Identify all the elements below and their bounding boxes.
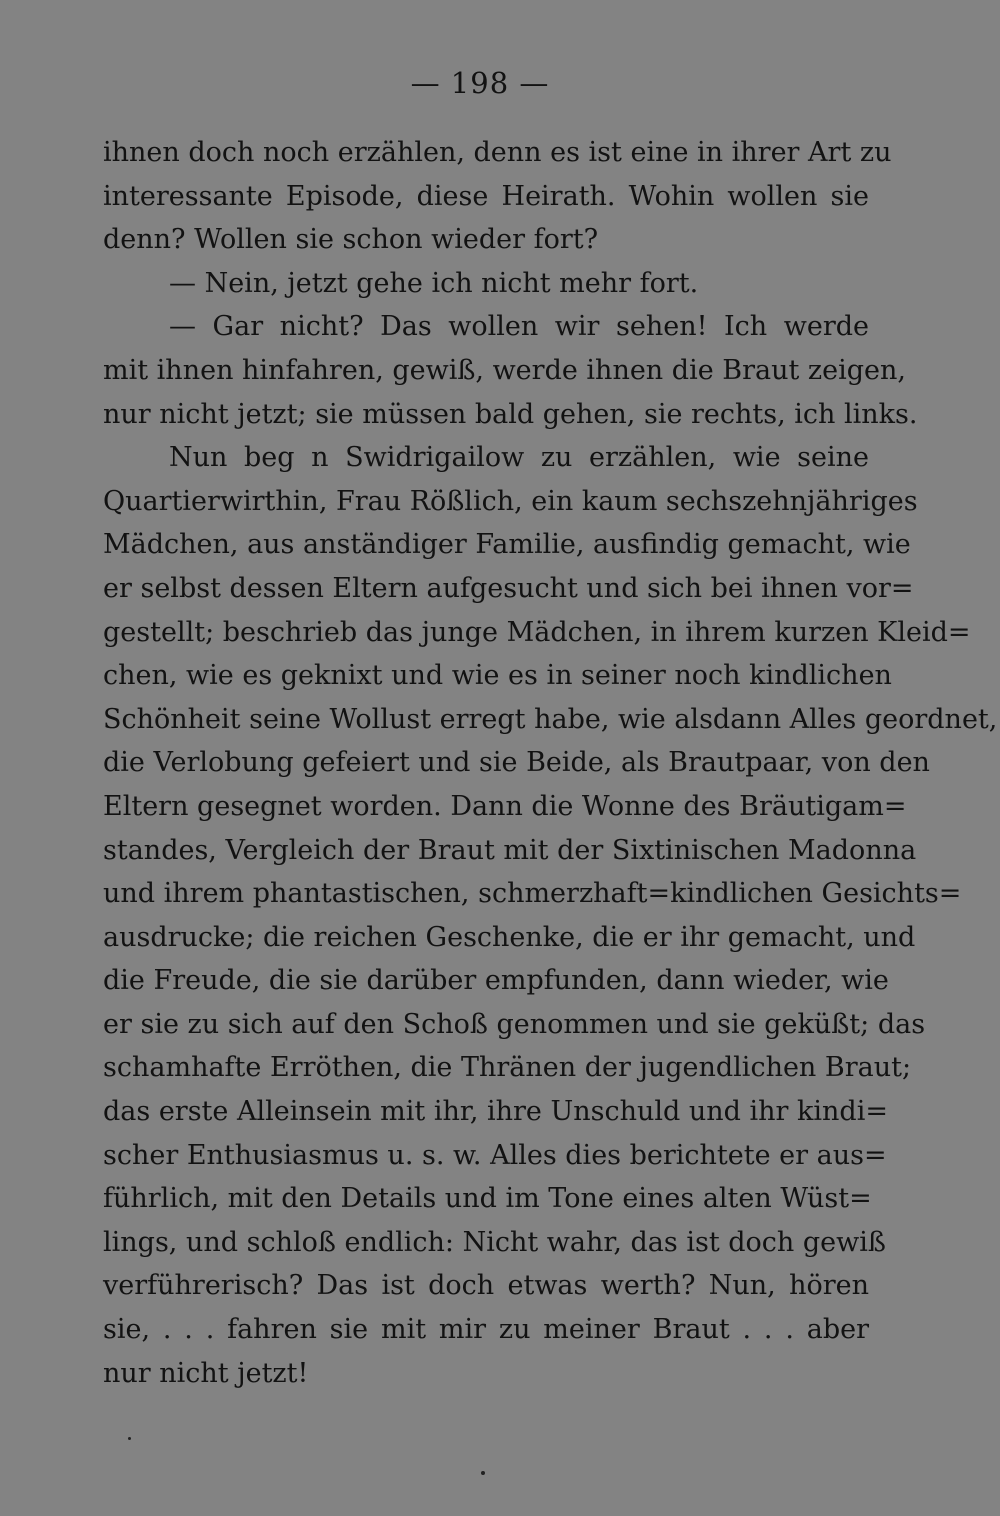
text-line: er selbst dessen Eltern aufgesucht und sich bei ihnen vor= (103, 572, 914, 604)
page-number: — 198 — (410, 66, 550, 100)
text-line: Quartierwirthin, Frau Rößlich, ein kaum sechszehnjähriges (103, 485, 918, 517)
text-line: lings, und schloß endlich: Nicht wahr, das ist doch gewiß (103, 1226, 886, 1258)
text-line: Eltern gesegnet worden. Dann die Wonne des Bräutigam= (103, 790, 907, 822)
print-speck (481, 1471, 485, 1475)
text-line: interessante Episode, diese Heirath. Wohin wollen sie (103, 180, 869, 212)
text-line: und ihrem phantastischen, schmerzhaft=kindlichen Gesichts= (103, 878, 962, 910)
text-line: ausdrucke; die reichen Geschenke, die er ihr gemacht, und (103, 921, 916, 953)
text-line: nur nicht jetzt! (103, 1357, 309, 1389)
print-speck (128, 1437, 131, 1440)
text-line: ihnen doch noch erzählen, denn es ist eine in ihrer Art zu (103, 137, 892, 168)
text-line: die Freude, die sie darüber empfunden, dann wieder, wie (103, 965, 889, 997)
text-line: das erste Alleinsein mit ihr, ihre Unschuld und ihr kindi= (103, 1096, 888, 1128)
text-line: er sie zu sich auf den Schoß genommen und sie geküßt; das (103, 1008, 926, 1040)
text-line: schamhafte Erröthen, die Thränen der jugendlichen Braut; (103, 1052, 912, 1084)
body-text (103, 131, 998, 1395)
text-line: scher Enthusiasmus u. s. w. Alles dies berichtete er aus= (103, 1139, 887, 1171)
text-line: die Verlobung gefeiert und sie Beide, als Brautpaar, von den (103, 747, 930, 779)
text-line: verführerisch? Das ist doch etwas werth? Nun, hören (103, 1270, 869, 1302)
text-line: führlich, mit den Details und im Tone eines alten Wüst= (103, 1183, 872, 1215)
text-line: — Gar nicht? Das wollen wir sehen! Ich werde (169, 311, 869, 343)
text-line: Schönheit seine Wollust erregt habe, wie alsdann Alles geordnet, (103, 703, 998, 735)
text-line: — Nein, jetzt gehe ich nicht mehr fort. (169, 267, 699, 299)
text-line: denn? Wollen sie schon wieder fort? (103, 224, 599, 256)
text-line: Mädchen, aus anständiger Familie, ausfindig gemacht, wie (103, 529, 911, 561)
text-line: gestellt; beschrieb das junge Mädchen, in ihrem kurzen Kleid= (103, 616, 971, 648)
text-line: nur nicht jetzt; sie müssen bald gehen, sie rechts, ich links. (103, 398, 918, 430)
text-line: standes, Vergleich der Braut mit der Sixtinischen Madonna (103, 834, 917, 866)
text-line: Nun beg n Swidrigailow zu erzählen, wie seine (169, 442, 869, 474)
text-line: sie, . . . fahren sie mit mir zu meiner Braut . . . aber (103, 1314, 869, 1346)
text-line: chen, wie es geknixt und wie es in seiner noch kindlichen (103, 660, 892, 692)
text-line: mit ihnen hinfahren, gewiß, werde ihnen die Braut zeigen, (103, 354, 906, 386)
